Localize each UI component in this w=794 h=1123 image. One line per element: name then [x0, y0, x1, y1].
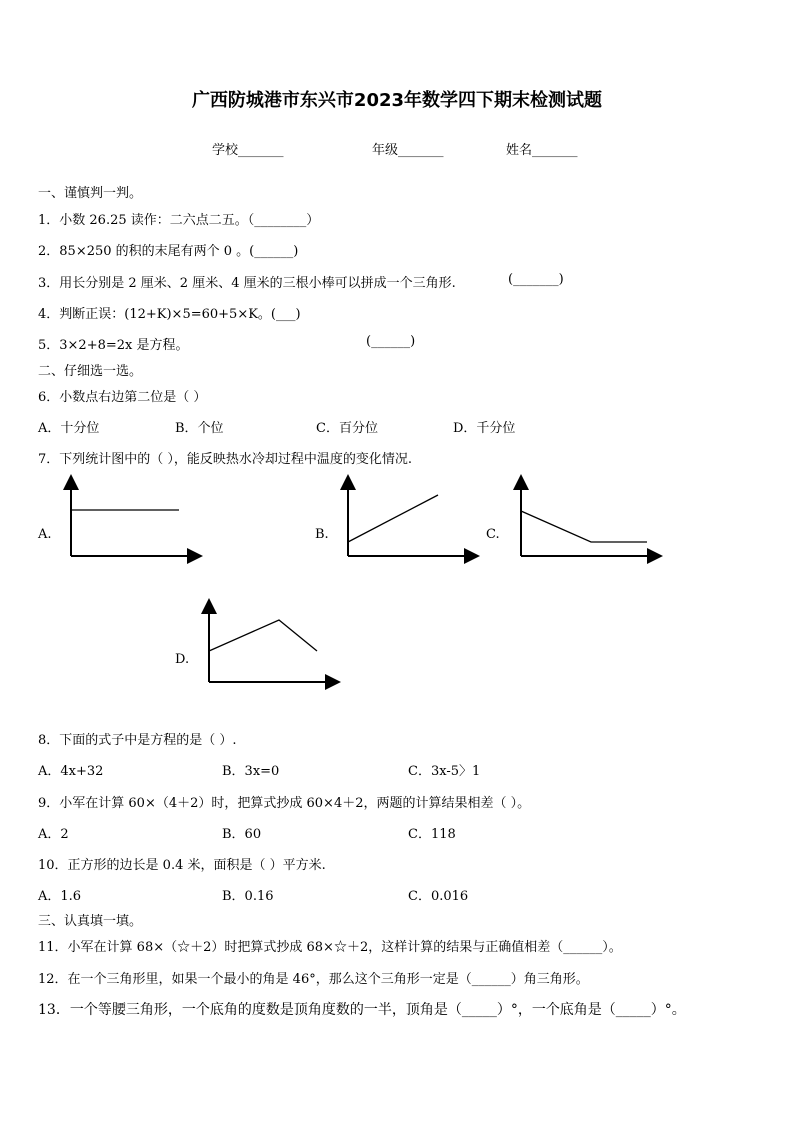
- question-9-option-a: A．2: [38, 827, 69, 842]
- question-12: 12．在一个三角形里，如果一个最小的角是 46°，那么这个三角形一定是（______）角三角形。: [38, 972, 589, 987]
- question-8-option-a: A．4x+32: [38, 764, 104, 779]
- question-6-option-d: D．千分位: [453, 421, 516, 436]
- section-3-heading: 三、认真填一填。: [38, 914, 143, 929]
- question-8-option-c: C．3x-5〉1: [408, 764, 481, 779]
- question-9-option-b: B．60: [222, 827, 262, 842]
- question-1: 1．小数 26.25 读作：二六点二五。（________）: [38, 213, 320, 228]
- graph-option-a: [55, 472, 205, 596]
- question-6-option-a: A．十分位: [38, 421, 100, 436]
- question-6-option-b: B．个位: [175, 421, 224, 436]
- question-2: 2．85×250 的积的末尾有两个 0 。(______): [38, 244, 299, 259]
- graph-option-d: [193, 596, 353, 720]
- temperature-line: [521, 511, 647, 542]
- question-10-option-c: C．0.016: [408, 889, 469, 904]
- graph-option-b: [332, 472, 482, 596]
- question-7-option-a-label: A.: [38, 527, 52, 542]
- question-3-answer-blank: (_______): [508, 272, 564, 287]
- question-7: 7．下列统计图中的（ ），能反映热水冷却过程中温度的变化情况.: [38, 452, 413, 467]
- question-3: 3．用长分别是 2 厘米、2 厘米、4 厘米的三根小棒可以拼成一个三角形.: [38, 276, 456, 291]
- grade-field: 年级_______: [372, 143, 444, 158]
- question-9: 9．小军在计算 60×（4＋2）时，把算式抄成 60×4＋2，两题的计算结果相差（ ）。: [38, 796, 531, 811]
- question-11: 11．小军在计算 68×（☆＋2）时把算式抄成 68×☆＋2，这样计算的结果与正确值相差（______）。: [38, 940, 622, 955]
- question-7-option-c-label: C.: [486, 527, 500, 542]
- question-13: 13．一个等腰三角形，一个底角的度数是顶角度数的一半，顶角是（_____）°，一个底角是（_____）°。: [38, 1002, 686, 1018]
- question-10-option-a: A．1.6: [38, 889, 82, 904]
- question-10-option-b: B．0.16: [222, 889, 274, 904]
- temperature-line: [209, 620, 317, 651]
- question-6-option-c: C．百分位: [316, 421, 378, 436]
- question-5: 5．3×2+8=2x 是方程。: [38, 338, 189, 353]
- section-1-heading: 一、谨慎判一判。: [38, 186, 143, 201]
- question-4: 4．判断正误：(12+K)×5=60+5×K。(___): [38, 307, 301, 322]
- section-2-heading: 二、仔细选一选。: [38, 364, 143, 379]
- name-field: 姓名_______: [506, 143, 578, 158]
- graph-option-c: [505, 472, 665, 596]
- question-8: 8．下面的式子中是方程的是（ ）.: [38, 733, 237, 748]
- question-8-option-b: B．3x=0: [222, 764, 280, 779]
- question-7-option-b-label: B.: [315, 527, 329, 542]
- page-title: 广西防城港市东兴市2023年数学四下期末检测试题: [191, 90, 603, 111]
- question-6: 6．小数点右边第二位是（ ）: [38, 390, 207, 405]
- school-field: 学校_______: [212, 143, 284, 158]
- question-10: 10．正方形的边长是 0.4 米，面积是（ ）平方米.: [38, 858, 326, 873]
- question-5-answer-blank: (______): [366, 334, 416, 349]
- question-7-option-d-label: D.: [175, 652, 190, 667]
- question-9-option-c: C．118: [408, 827, 456, 842]
- temperature-line: [348, 495, 438, 542]
